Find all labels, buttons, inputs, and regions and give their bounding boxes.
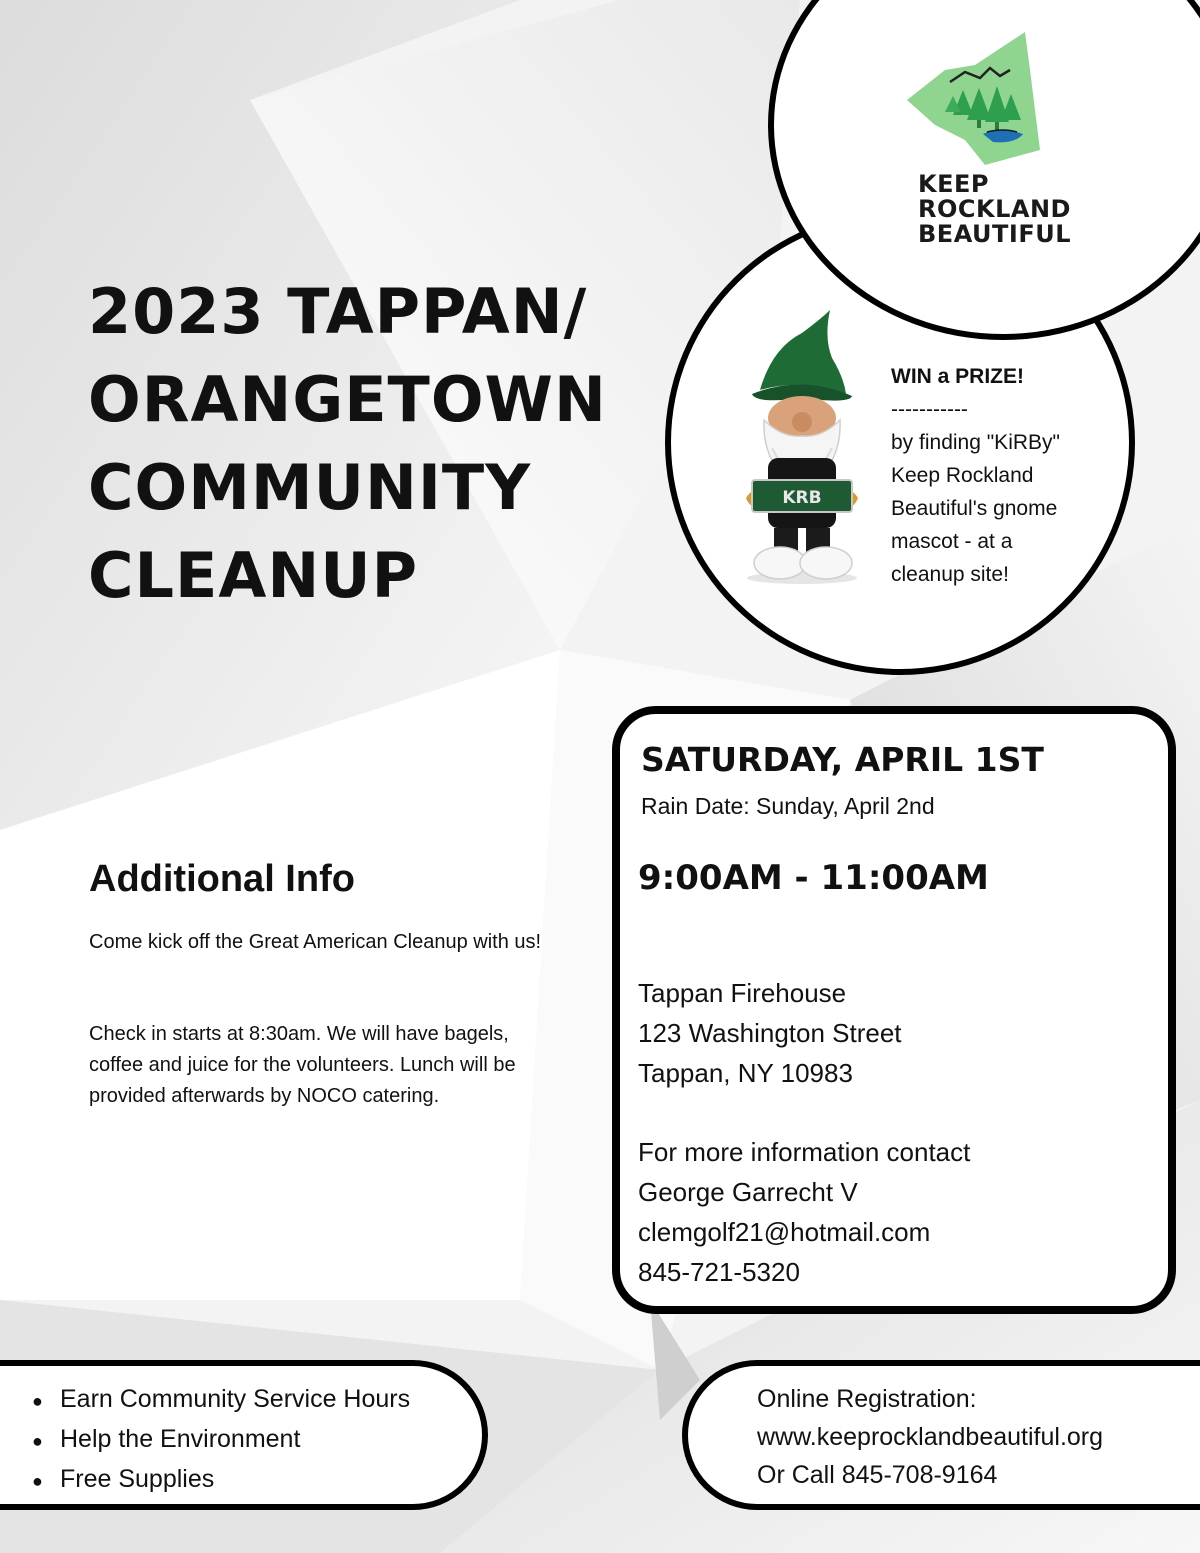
prize-line: Keep Rockland [891, 464, 1034, 487]
benefits-list [32, 1380, 410, 1500]
event-date: SATURDAY, APRIL 1ST [641, 740, 1044, 779]
additional-info-paragraph: Come kick off the Great American Cleanup with us! [89, 931, 542, 953]
benefit-item [32, 1460, 410, 1500]
prize-line: mascot - at a [891, 530, 1013, 553]
title-line: COMMUNITY [88, 451, 532, 524]
bullet-icon: ● [32, 1471, 43, 1491]
prize-callout [891, 360, 1101, 591]
contact-line: For more information contact [638, 1137, 971, 1167]
prize-line: Beautiful's gnome [891, 497, 1058, 520]
prize-divider: ----------- [891, 398, 968, 421]
prize-heading: WIN a PRIZE! [891, 365, 1025, 388]
registration-label: Online Registration: [757, 1385, 977, 1413]
location-line: 123 Washington Street [638, 1018, 902, 1048]
location-line: Tappan, NY 10983 [638, 1058, 853, 1088]
title-line: ORANGETOWN [88, 363, 607, 436]
event-time: 9:00AM - 11:00AM [638, 858, 989, 898]
title-line: 2023 TAPPAN/ [88, 275, 588, 348]
benefit-label: Help the Environment [60, 1425, 301, 1453]
event-location [638, 973, 902, 1093]
rockland-county-map-icon [905, 30, 1045, 170]
location-line: Tappan Firehouse [638, 978, 847, 1008]
prize-line: cleanup site! [891, 563, 1009, 586]
event-title [88, 268, 648, 620]
additional-info-heading: Additional Info [89, 858, 355, 900]
bullet-icon: ● [32, 1391, 43, 1411]
bullet-icon: ● [32, 1431, 43, 1451]
contact-phone[interactable]: 845-721-5320 [638, 1257, 800, 1287]
benefit-item [32, 1380, 410, 1420]
rain-date: Rain Date: Sunday, April 2nd [641, 793, 935, 819]
title-line: CLEANUP [88, 539, 419, 612]
registration-info [757, 1380, 1103, 1494]
contact-name: George Garrecht V [638, 1177, 858, 1207]
logo-line: KEEP [918, 170, 989, 198]
benefit-label: Free Supplies [60, 1465, 215, 1493]
benefit-item [32, 1420, 410, 1460]
logo-line: ROCKLAND [918, 195, 1071, 223]
registration-website-link[interactable]: www.keeprocklandbeautiful.org [757, 1423, 1104, 1451]
gnome-sign-text: KRB [782, 488, 822, 508]
registration-phone[interactable]: Or Call 845-708-9164 [757, 1461, 998, 1489]
contact-email[interactable]: clemgolf21@hotmail.com [638, 1217, 931, 1247]
logo-line: BEAUTIFUL [918, 220, 1071, 248]
benefit-label: Earn Community Service Hours [60, 1385, 411, 1413]
additional-info-paragraph: Check in starts at 8:30am. We will have bagels, coffee and juice for the volunteers. Lunch will be provided afterwards by NOCO catering. [89, 1023, 516, 1107]
contact-info [638, 1132, 970, 1292]
prize-line: by finding "KiRBy" [891, 431, 1060, 454]
gnome-mascot-image [722, 308, 882, 588]
keep-rockland-beautiful-logo [918, 172, 1071, 247]
